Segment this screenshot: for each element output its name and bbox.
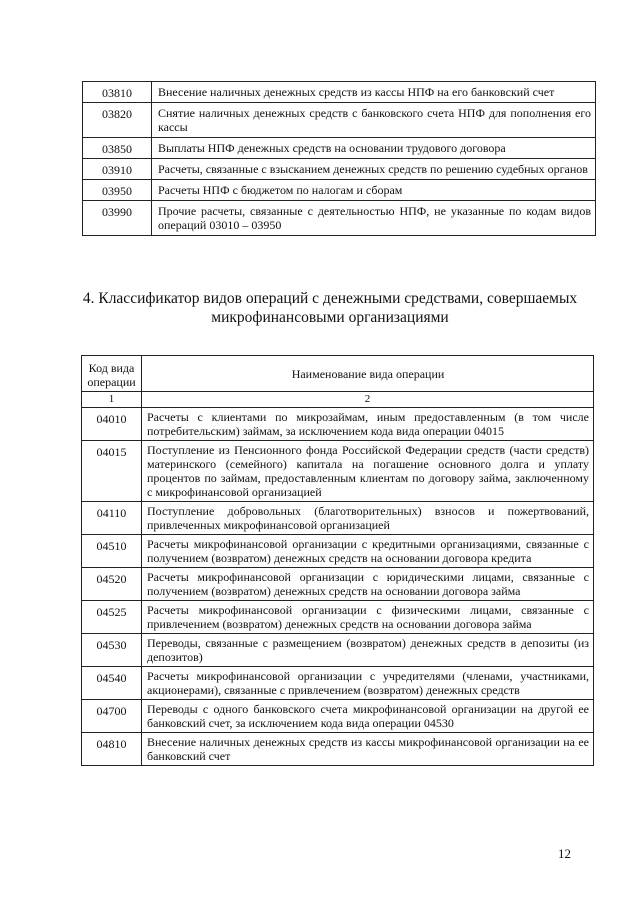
operation-code: 03990 [83, 201, 152, 236]
operation-code: 03820 [83, 103, 152, 138]
table-row [82, 667, 594, 700]
table-row [82, 634, 594, 667]
operation-code: 04700 [82, 700, 142, 733]
table-row [82, 502, 594, 535]
table-row [83, 82, 596, 103]
operation-code: 04525 [82, 601, 142, 634]
table-row [82, 700, 594, 733]
operation-code: 04810 [82, 733, 142, 766]
operation-description: Расчеты микрофинансовой организации с юридическими лицами, связанные с получением (возвратом) денежных средств на основании договора займа [142, 568, 594, 601]
operation-code: 04010 [82, 408, 142, 441]
table-row [82, 568, 594, 601]
header-name-column: Наименование вида операции [142, 356, 594, 392]
operation-code: 04540 [82, 667, 142, 700]
operation-code: 03850 [83, 138, 152, 159]
table-row [83, 180, 596, 201]
operation-description: Поступление добровольных (благотворительных) взносов и пожертвований, привлеченных микрофинансовой организацией [142, 502, 594, 535]
operation-description: Расчеты микрофинансовой организации с физическими лицами, связанные с привлечением (возвратом) денежных средств на основании договора займа [142, 601, 594, 634]
section-heading-line-2: микрофинансовыми организациями [211, 309, 449, 326]
operation-description: Поступление из Пенсионного фонда Российской Федерации средств (части средств) материнского (семейного) капитала на погашение основного долга и уплату процентов по займам, предоставленным клиентам по договору займа, заключенному с микрофинансовой организацией [142, 441, 594, 502]
operation-description: Расчеты НПФ с бюджетом по налогам и сборам [152, 180, 596, 201]
table-row [83, 159, 596, 180]
operation-code: 04110 [82, 502, 142, 535]
table-row [83, 138, 596, 159]
table-row [83, 103, 596, 138]
npf-operations-table-continued [82, 81, 596, 236]
operation-description: Расчеты с клиентами по микрозаймам, иным предоставленным (в том числе потребительским) займам, за исключением кода вида операции 04015 [142, 408, 594, 441]
table-row [83, 201, 596, 236]
header-code-column: Код вида операции [82, 356, 142, 392]
table-row [82, 441, 594, 502]
operation-description: Снятие наличных денежных средств с банковского счета НПФ для пополнения его кассы [152, 103, 596, 138]
operation-description: Расчеты микрофинансовой организации с кредитными организациями, связанные с получением (возвратом) денежных средств на основании договора кредита [142, 535, 594, 568]
operation-code: 04015 [82, 441, 142, 502]
operation-description: Переводы, связанные с размещением (возвратом) денежных средств в депозиты (из депозитов) [142, 634, 594, 667]
operation-code: 03810 [83, 82, 152, 103]
table-row [82, 733, 594, 766]
operation-code: 04510 [82, 535, 142, 568]
operation-code: 03950 [83, 180, 152, 201]
table-row [82, 535, 594, 568]
column-number-1: 1 [82, 392, 142, 408]
operation-description: Переводы с одного банковского счета микрофинансовой организации на другой ее банковский счет, за исключением кода вида операции 04530 [142, 700, 594, 733]
operation-description: Внесение наличных денежных средств из кассы НПФ на его банковский счет [152, 82, 596, 103]
operation-code: 04520 [82, 568, 142, 601]
mfo-operations-table [81, 355, 594, 766]
operation-description: Расчеты микрофинансовой организации с учредителями (членами, участниками, акционерами), связанные с привлечением (возвратом) денежных средств [142, 667, 594, 700]
operation-description: Прочие расчеты, связанные с деятельностью НПФ, не указанные по кодам видов операций 03010 – 03950 [152, 201, 596, 236]
column-number-2: 2 [142, 392, 594, 408]
column-number-row [82, 392, 594, 408]
table-header-row [82, 356, 594, 392]
section-heading-line-1: 4. Классификатор видов операций с денежными средствами, совершаемых [82, 290, 578, 307]
operation-code: 03910 [83, 159, 152, 180]
table-row [82, 601, 594, 634]
page-number: 12 [558, 846, 571, 861]
section-heading [60, 289, 600, 327]
operation-code: 04530 [82, 634, 142, 667]
operation-description: Расчеты, связанные с взысканием денежных средств по решению судебных органов [152, 159, 596, 180]
operation-description: Выплаты НПФ денежных средств на основании трудового договора [152, 138, 596, 159]
operation-description: Внесение наличных денежных средств из кассы микрофинансовой организации на ее банковский счет [142, 733, 594, 766]
table-row [82, 408, 594, 441]
